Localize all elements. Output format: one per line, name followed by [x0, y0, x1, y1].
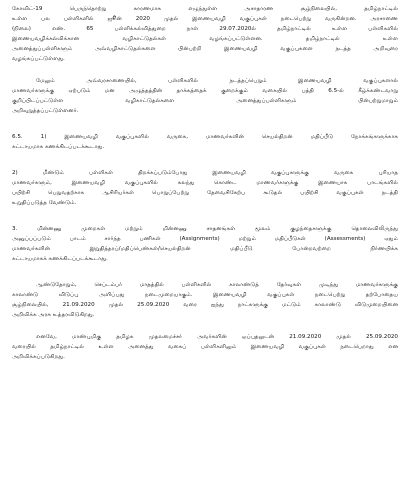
paragraph-line: மாணவர்களின் இறுதித்தரப்/மதிப்பெண்கள்/செயல்திறன் மதிப்பீடு போன்றவற்றை நிர்ணயிக்க: [12, 246, 398, 252]
paragraph-line: காலாண்டு விடுப்பு அளிப்பது நடைமுறையாகும். இணையவழி வகுப்புகள் நடைபெற்று தற்போதைய: [12, 292, 398, 298]
paragraph-line: அறிவுறுத்தப்பட்டுள்ளனர்.: [12, 108, 79, 114]
paragraph-line: வரையில் தமிழ்நாட்டில் உள்ள அனைத்து வகைப் பள்ளிகளிலும் இணையவழி வகுப்புகள் நடைபெறாது என: [12, 344, 398, 350]
paragraph-line: அறிவிக்க அரசு உத்தரவிடுகிறது.: [12, 312, 95, 318]
paragraph-intro: [12, 4, 398, 64]
paragraph-announcement: [12, 332, 398, 362]
paragraph-line: கட்டாயமாகக் கணக்கிடப்படக்கூடாது.: [12, 256, 108, 262]
paragraph-line: உள்ள பல பள்ளிகளில் ஜூன் 2020 முதல் இணையவழி வகுப்புகள் நடைபெற்று வருகின்றன. அரசாணை: [12, 16, 398, 22]
paragraph-line: அனைத்துப்பள்ளிகளும் அவ்வழிகாட்டுதல்களை பின்பற்றி இணையவழி வகுப்புகளை நடத்த அறிவுரை: [12, 46, 398, 52]
paragraph-line: கட்டாயமாக கணக்கிடப்படக்கூடாது.: [12, 144, 105, 150]
paragraph-line: 3. மின்னணு முறைகள் மற்றும் மின்னணு சாதனங்கள் மூலம் குழந்தைகளுக்கு தொலைவிலிருந்து: [12, 226, 398, 232]
paragraph-line: எனவே, மாண்புமிகு தமிழக முதலமைச்சர் அவர்களின் ஒப்புதலுடன் 21.09.2020 முதல் 25.09.2020: [36, 334, 398, 340]
paragraph-line: மாணவர்களும், இணையவழி வகுப்புகளில் கலந்து கொண்ட மாணவர்களுக்கு இணையாக பாடங்களில்: [12, 180, 398, 186]
paragraph-ordinance: [12, 76, 398, 116]
paragraph-line: வழங்கப்பட்டுள்ளது.: [12, 56, 65, 62]
paragraph-line: 6.5. 1) இணையவழி வகுப்புகளில் வருகை, மாணவர்களின் செயல்திறன் மதிப்பீடு நோக்கங்களுக்காக: [12, 134, 398, 140]
paragraph-line: சூழ்நிலையில், 21.09.2020 முதல் 25.09.2020 வரை ஐந்து நாட்களுக்கு மட்டும் காலாண்டு விடுமுறையினை: [12, 302, 398, 308]
paragraph-point-2: [12, 168, 398, 208]
paragraph-point-3: [12, 224, 398, 264]
paragraph-line: மாணவர்களுக்கு ஏற்படும் மன அழுத்தத்தின் தாக்கத்தைக் குறைக்கும் வகையில் பத்தி 6.5-ல் கீழ்க்கண்டவாறு: [12, 88, 398, 94]
paragraph-line: (நிலை) எண். 65 பள்ளிக்கல்வித்துறை நாள் 29.07.2020ல் தமிழ்நாட்டில் உள்ள பள்ளிகளில்: [12, 26, 398, 32]
paragraph-point-1: [12, 132, 398, 152]
paragraph-quarterly-holiday: [12, 280, 398, 320]
paragraph-line: அறிவிக்கப்படுகிறது.: [12, 354, 65, 360]
paragraph-line: மேலும் அவ்வரசாணையில், பள்ளிகளில் நடத்தப்பெறும் இணையவழி வகுப்புகளால்: [36, 78, 398, 84]
paragraph-line: 2) மீண்டும் பள்ளிகள் திறக்கப்படும்போது இணையவழி வகுப்புகளுக்கு வருகை புரியாத: [12, 170, 398, 176]
paragraph-line: குறிப்பிடப்பட்டுள்ள வழிகாட்டுதல்களை அனைத்துப்பள்ளிகளும் பின்பற்றுமாறும்: [12, 98, 398, 104]
paragraph-line: இணையவழிக்கல்விக்கான வழிகாட்டுதல்கள் வழங்கப்பட்டுள்ளன. தமிழ்நாட்டில் உள்ள: [12, 36, 398, 42]
paragraph-line: கோவிட்-19 பெருந்தொற்று காரணமாக எழுந்துள்ள அசாதாரண சூழ்நிலையில், தமிழ்நாட்டில்: [12, 6, 398, 12]
paragraph-line: பயிற்சி பெறுவதற்காக ஆசிரியர்கள் பொறுப்பேற்று தேவைசிகேற்ப கூடுதல் பயிற்சி வகுப்புகள் நடத்தி: [12, 190, 398, 196]
paragraph-line: அனுப்பப்படும் பாடம் சார்ந்த பணிகள் (Assignments) மற்றும் மதிப்பீடுகள் (Assessments) ஏதும்: [12, 236, 398, 242]
paragraph-line: ஆண்டுதோறும், செப்டம்பர் மாதத்தில் பள்ளிகளில் காலாண்டுத் தேர்வுகள் முடிந்து மாணவர்களுக்கு: [36, 282, 398, 288]
paragraph-line: உறுதிப்படுத்த வேண்டும்.: [12, 200, 77, 206]
